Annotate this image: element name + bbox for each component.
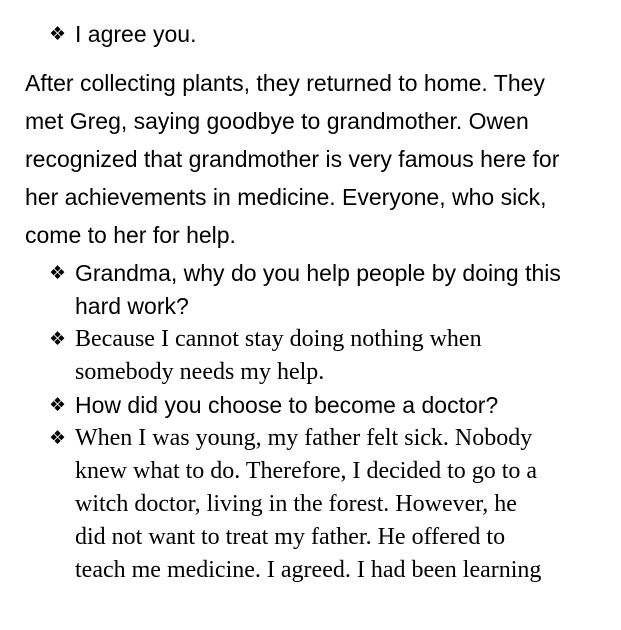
- paragraph-line: After collecting plants, they returned to home. They: [25, 70, 545, 96]
- list-item-line: hard work?: [75, 293, 189, 319]
- diamond-bullet-icon: ❖: [49, 262, 67, 284]
- list-item-line: Grandma, why do you help people by doing this: [75, 260, 561, 286]
- list-item-answer-young: [0, 422, 621, 587]
- list-item-line: knew what to do. Therefore, I decided to go to a: [75, 458, 538, 484]
- diamond-bullet-icon: ❖: [49, 328, 67, 350]
- list-item-line: How did you choose to become a doctor?: [75, 392, 499, 418]
- paragraph-line: met Greg, saying goodbye to grandmother. Owen: [25, 108, 529, 134]
- paragraph-line: come to her for help.: [25, 222, 236, 248]
- list-item-line: Because I cannot stay doing nothing when: [75, 326, 482, 352]
- dialogue-list: [0, 257, 621, 587]
- list-item-line: did not want to treat my father. He offered to: [75, 524, 506, 550]
- narrative-paragraph: [0, 64, 621, 254]
- diamond-bullet-icon: ❖: [49, 394, 67, 416]
- diamond-bullet-icon: ❖: [49, 23, 67, 45]
- paragraph-line: her achievements in medicine. Everyone, who sick,: [25, 184, 547, 210]
- paragraph-line: recognized that grandmother is very famous here for: [25, 146, 560, 172]
- list-item-line: I agree you.: [75, 21, 197, 47]
- list-item-line: teach me medicine. I agreed. I had been learning: [75, 557, 542, 583]
- list-item-agree: [0, 18, 621, 51]
- list-item-line: witch doctor, living in the forest. However, he: [75, 491, 517, 517]
- list-item-question-grandma: [0, 257, 621, 323]
- list-item-question-doctor: [0, 389, 621, 422]
- diamond-bullet-icon: ❖: [49, 427, 67, 449]
- list-item-line: When I was young, my father felt sick. Nobody: [75, 425, 533, 451]
- list-item-line: somebody needs my help.: [75, 359, 325, 385]
- list-item-answer-because: [0, 323, 621, 389]
